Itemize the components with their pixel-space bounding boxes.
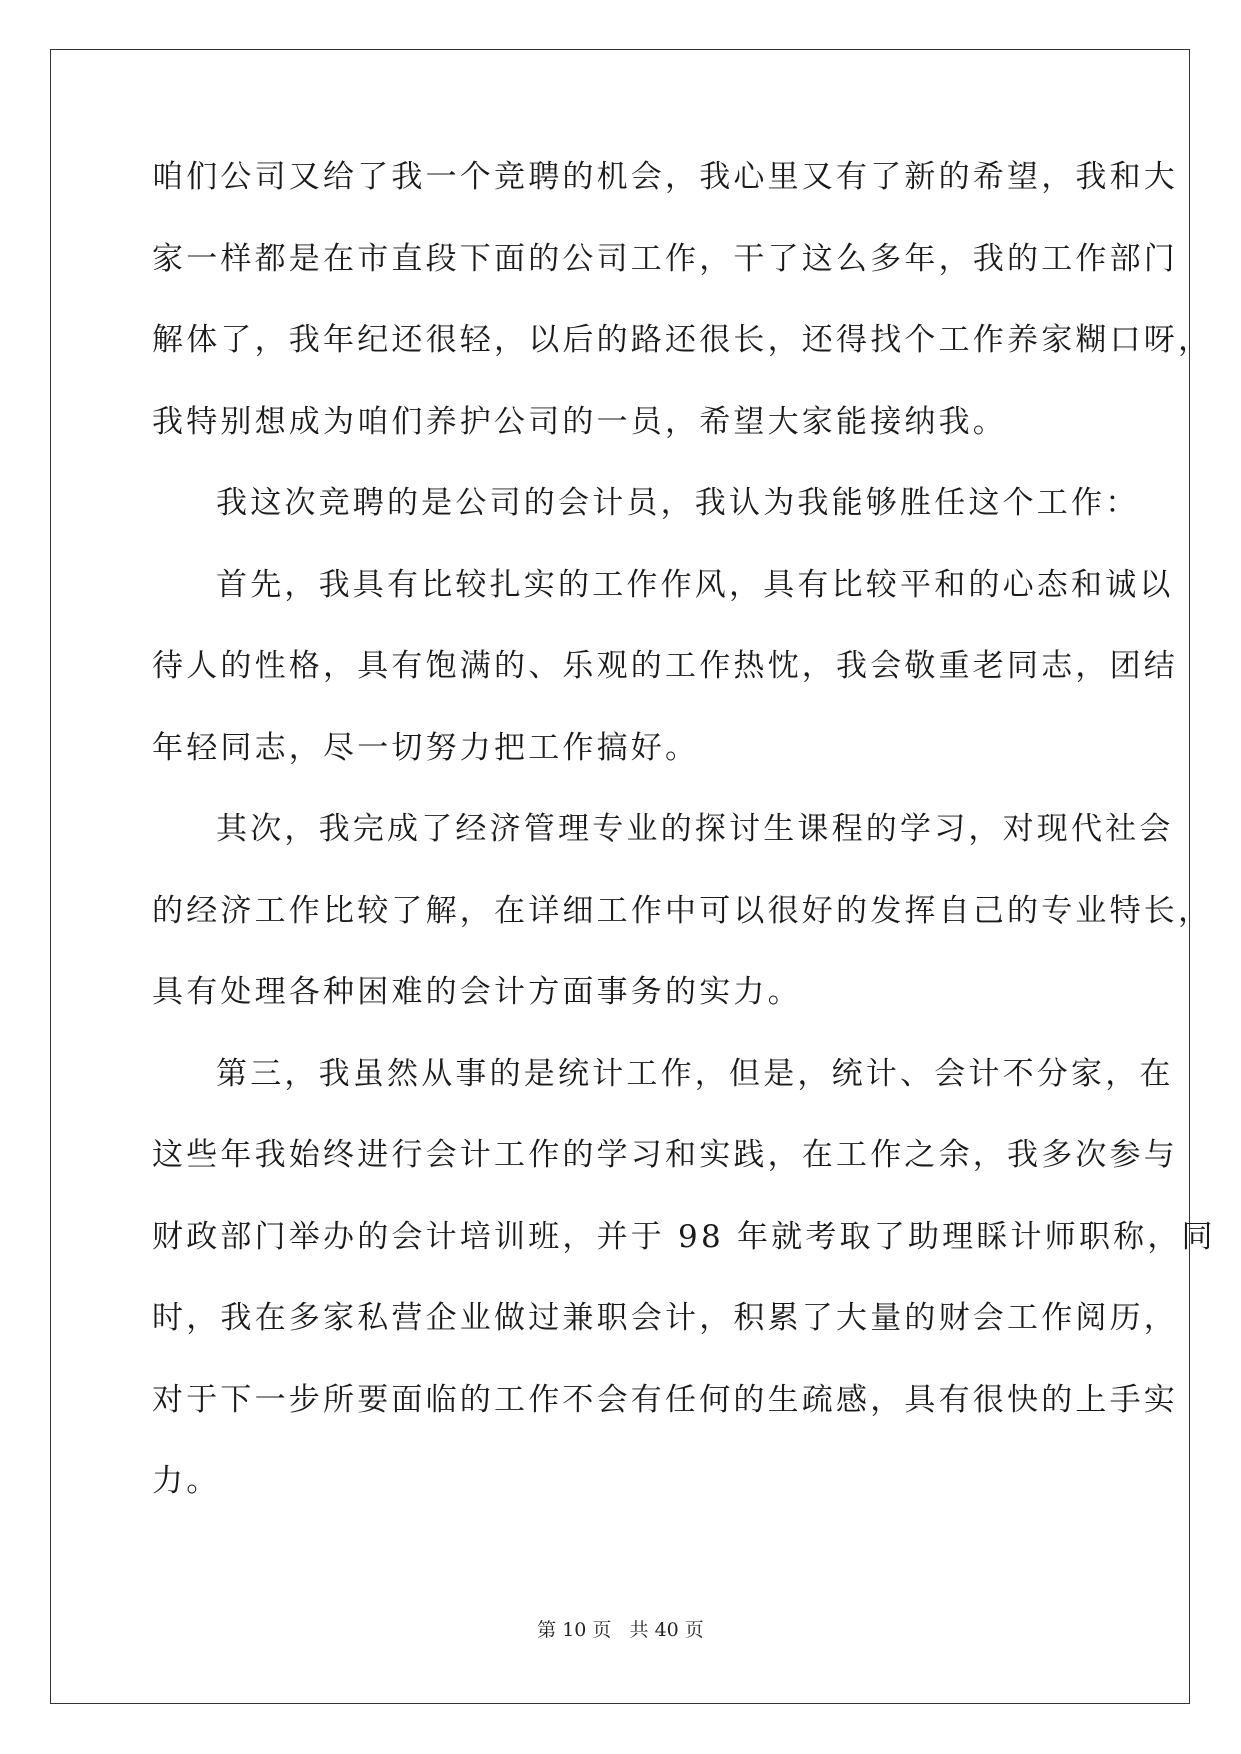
paragraph-line: 时，我在多家私营企业做过兼职会计，积累了大量的财会工作阅历， — [152, 1300, 1178, 1336]
paragraph-line: 对于下一步所要面临的工作不会有任何的生疏感，具有很快的上手实 — [152, 1381, 1178, 1418]
paragraph-line: 财政部门举办的会计培训班，并于 98 年就考取了助理睬计师职称，同 — [152, 1218, 1216, 1255]
paragraph-line: 年轻同志，尽一切努力把工作搞好。 — [152, 729, 700, 766]
paragraph-line: 首先，我具有比较扎实的工作作风，具有比较平和的心态和诚以 — [216, 566, 1174, 603]
page-number-footer: 第 10 页 共 40 页 — [537, 1619, 704, 1641]
paragraph-line: 解体了，我年纪还很轻，以后的路还很长，还得找个工作养家糊口呀， — [152, 322, 1213, 358]
paragraph-line: 具有处理各种困难的会计方面事务的实力。 — [152, 974, 802, 1010]
paragraph-line: 这些年我始终进行会计工作的学习和实践，在工作之余，我多次参与 — [152, 1137, 1178, 1173]
paragraph-line: 力。 — [152, 1463, 221, 1499]
paragraph-line: 咱们公司又给了我一个竞聘的机会，我心里又有了新的希望，我和大 — [152, 159, 1178, 195]
paragraph-line: 我这次竞聘的是公司的会计员，我认为我能够胜任这个工作： — [216, 485, 1140, 521]
paragraph-line: 第三，我虽然从事的是统计工作，但是，统计、会计不分家，在 — [216, 1055, 1174, 1092]
paragraph-line: 我特别想成为咱们养护公司的一员，希望大家能接纳我。 — [152, 403, 1007, 440]
paragraph-line: 家一样都是在市直段下面的公司工作，干了这么多年，我的工作部门 — [152, 240, 1178, 277]
paragraph-line: 的经济工作比较了解，在详细工作中可以很好的发挥自己的专业特长， — [152, 892, 1213, 929]
paragraph-line: 其次，我完成了经济管理专业的探讨生课程的学习，对现代社会 — [216, 811, 1174, 847]
document-body — [152, 157, 1216, 1543]
paragraph-line: 待人的性格，具有饱满的、乐观的工作热忱，我会敬重老同志，团结 — [152, 648, 1178, 684]
